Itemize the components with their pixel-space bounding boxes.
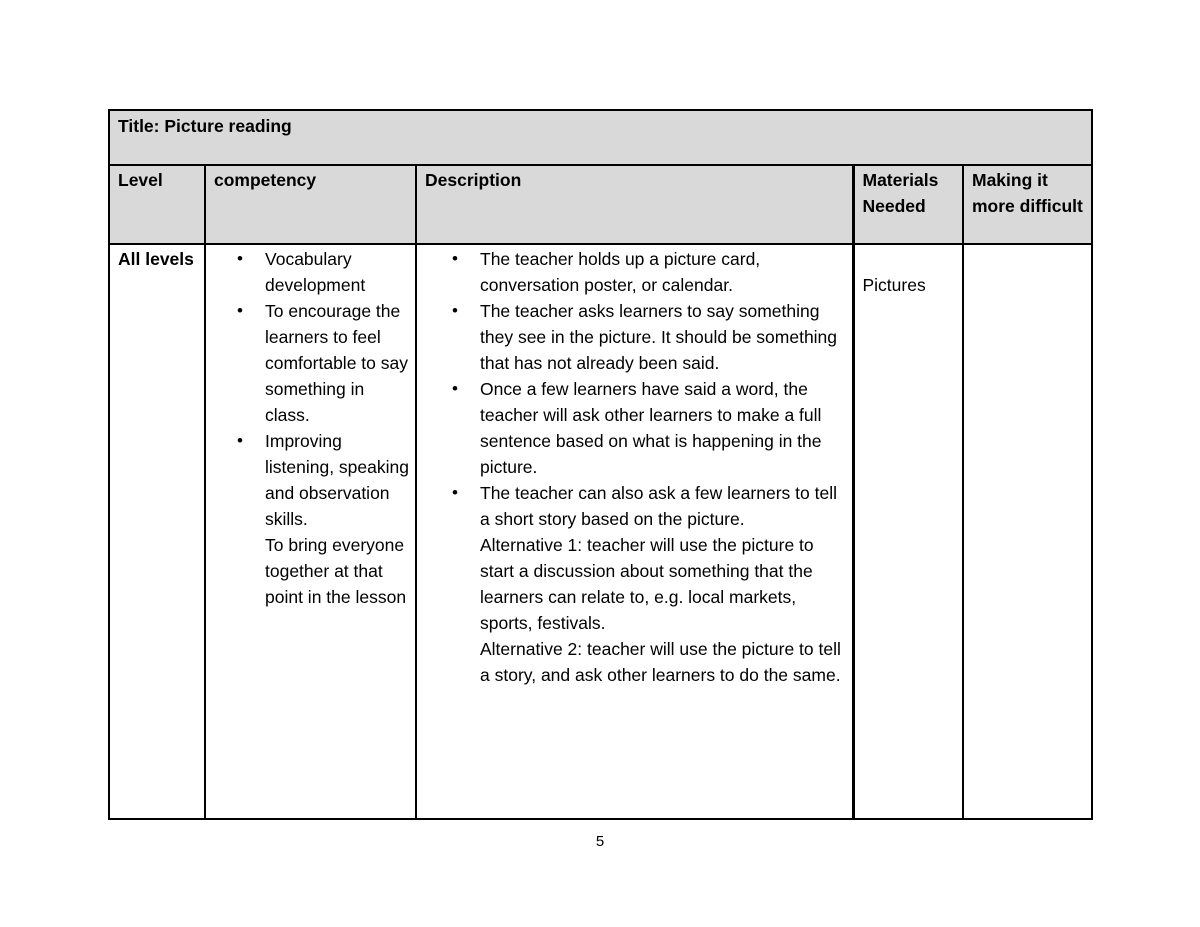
title-cell: Title: Picture reading (109, 110, 1092, 165)
header-row (109, 165, 1092, 244)
header-difficult: Making it more difficult (963, 165, 1092, 244)
description-item: • The teacher asks learners to say something they see in the picture. It should be something that has not already been said. (480, 298, 846, 376)
competency-cell (205, 244, 416, 819)
competency-item: • Vocabulary development (265, 246, 409, 298)
level-cell: All levels (109, 244, 205, 819)
header-description: Description (416, 165, 853, 244)
lesson-plan-table (108, 109, 1093, 820)
description-cell (416, 244, 853, 819)
description-alternative: Alternative 1: teacher will use the picture to start a discussion about something that the learners can relate to, e.g. local markets, sports, festivals. (480, 535, 814, 633)
header-level: Level (109, 165, 205, 244)
activity-row (109, 244, 1092, 819)
competency-continuation: To bring everyone together at that point in the lesson (265, 535, 407, 607)
description-list (425, 246, 846, 532)
materials-cell: Pictures (853, 244, 963, 819)
competency-item: • Improving listening, speaking and observation skills. (265, 428, 409, 532)
description-item: • Once a few learners have said a word, the teacher will ask other learners to make a full sentence based on what is happening in the picture. (480, 376, 846, 480)
difficult-cell (963, 244, 1092, 819)
header-competency: competency (205, 165, 416, 244)
header-materials: Materials Needed (853, 165, 963, 244)
description-item: • The teacher holds up a picture card, conversation poster, or calendar. (480, 246, 846, 298)
description-item: • The teacher can also ask a few learners to tell a short story based on the picture. (480, 480, 846, 532)
competency-item: • To encourage the learners to feel comfortable to say something in class. (265, 298, 409, 428)
description-alternative: Alternative 2: teacher will use the picture to tell a story, and ask other learners to do the same. (480, 639, 841, 685)
title-row (109, 110, 1092, 165)
page-number: 5 (595, 833, 605, 850)
competency-list (210, 246, 409, 532)
